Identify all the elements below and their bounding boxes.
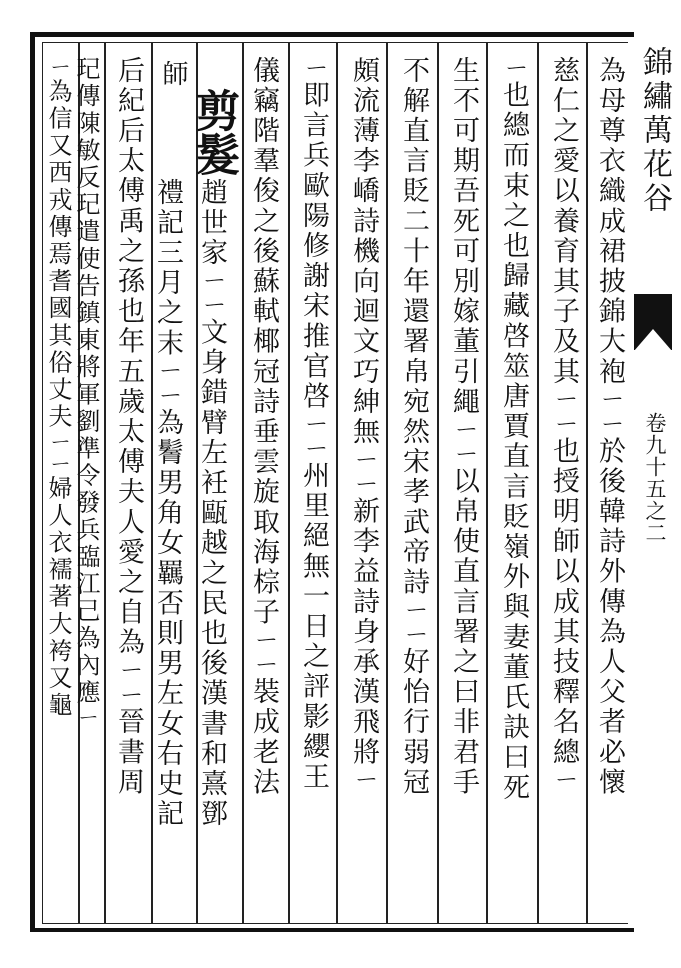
- text-column: 儀竊階羣俊之後蘇軾椰冠詩垂雲旋取海棕子ㄧㄧ裝成老法: [248, 56, 279, 798]
- column-rule: [336, 42, 338, 924]
- heading-label: 師: [158, 60, 188, 86]
- text-column: ㄧ也總而束之也歸藏啓筮唐賈直言貶嶺外與妻董氏訣曰死: [498, 56, 529, 804]
- column-rule: [586, 42, 588, 924]
- margin-title: 錦繡萬花谷: [637, 46, 672, 216]
- text-column: 慈仁之愛以養育其子及其ㄧㄧ也授明師以成其技釋名總ㄧ: [548, 56, 579, 793]
- fishtail-mark: [634, 294, 672, 350]
- text-column: 后紀后太傅禹之孫也年五歲太傅夫人愛之自為ㄧㄧ晉書周: [113, 56, 144, 798]
- column-rule: [437, 42, 439, 924]
- text-column: 玘傳陳敏反玘遣使告鎮東將軍劉準令發兵臨江己為內應ㄧ: [72, 56, 100, 729]
- text-column: 生不可期吾死可別嫁董引繩ㄧㄧ以帛使直言署之曰非君手: [448, 56, 479, 798]
- heading-column: 禮記三月之末ㄧㄧ為鬌男角女羈否則男左女右史記: [152, 178, 183, 830]
- margin-juan: 卷九十五之二: [643, 412, 667, 544]
- text-column: 為母尊衣織成裙披錦大袍ㄧㄧ於後韓詩外傳為人父者必懷: [594, 56, 625, 798]
- heading-title: 剪髮: [188, 88, 239, 176]
- column-rule: [386, 42, 388, 924]
- column-rule: [486, 42, 488, 924]
- heading-column: 趙世家ㄧㄧ文身錯臂左衽甌越之民也後漢書和熹鄧: [196, 178, 227, 830]
- text-column: ㄧ為信又西戎傳焉耆國其俗丈夫ㄧㄧ婦人衣襦著大袴又龜: [44, 56, 72, 720]
- text-column: 頗流薄李嶠詩機向迴文巧紳無ㄧㄧ新李益詩身承漢飛將ㄧ: [348, 56, 379, 793]
- text-column: ㄧ即言兵歐陽修謝宋推官啓ㄧㄧ州里絕無一日之評影纓王: [298, 56, 329, 793]
- text-column: 不解直言貶二十年還署帛宛然宋孝武帝詩ㄧㄧ好怡行弱冠: [398, 56, 429, 798]
- column-rule: [537, 42, 539, 924]
- column-rule: [288, 42, 290, 924]
